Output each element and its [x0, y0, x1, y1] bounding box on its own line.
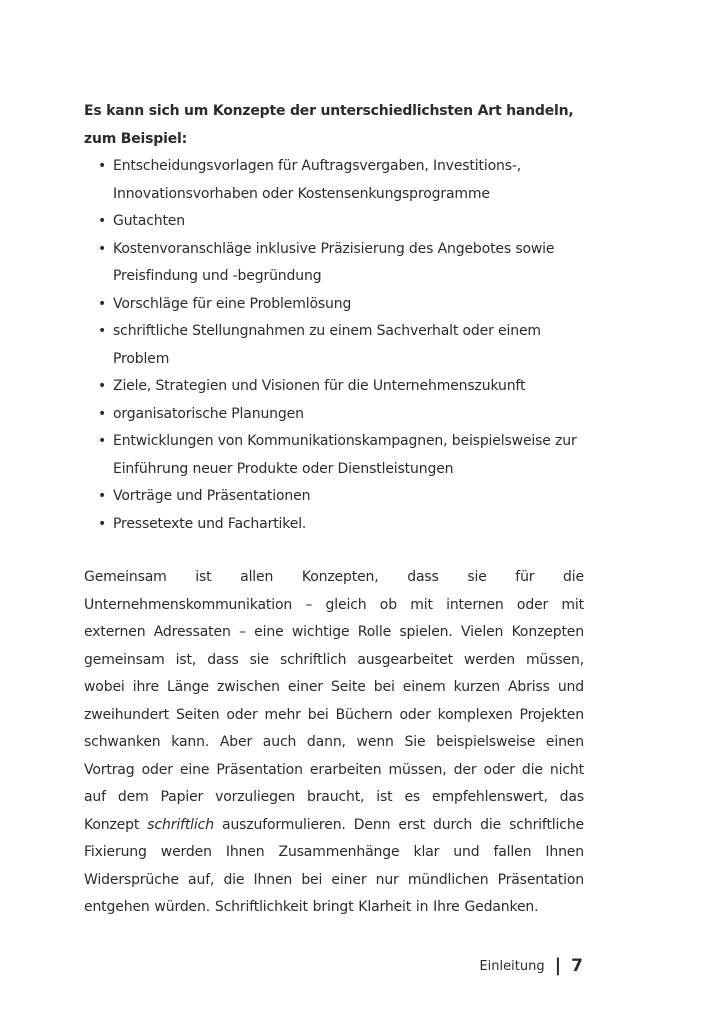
bullet-icon: •	[98, 378, 107, 394]
bullet-icon: •	[98, 295, 107, 312]
list-item-text: Vorschläge für eine Problemlösung	[113, 295, 352, 312]
list-item-text: Gutachten	[113, 213, 185, 229]
page-footer	[479, 956, 583, 976]
page-content	[84, 98, 584, 922]
paragraph-text-part2: auszuformulieren. Denn erst durch die schriftliche Fixierung werden Ihnen Zusammenhänge klar und fallen Ihnen Widersprüche auf, die Ihnen bei einer nur mündlichen Präsentation entgehen würden. Schriftlichkeit bringt Klarheit in Ihre Gedanken.	[84, 816, 585, 915]
list-item	[98, 236, 584, 291]
paragraph-text-part1: Gemeinsam ist allen Konzepten, dass sie für die Unternehmenskommunikation – gleich ob mit internen oder mit externen Adressaten – eine wichtige Rolle spielen. Vielen Konzepten gemeinsam ist, dass sie schriftlich ausgearbeitet werden müssen, wobei ihre Länge zwischen einer Seite bei einem kurzen Abriss und zweihundert Seiten oder mehr bei Büchern oder komplexen Projekten schwanken kann. Aber auch dann, wenn Sie beispielsweise einen Vortrag oder eine Präsentation erarbeiten müssen, der oder die nicht auf dem Papier vorzuliegen braucht, ist es empfehlenswert, das Konzept	[84, 569, 584, 833]
intro-text: Es kann sich um Konzepte der unterschiedlichsten Art handeln, zum Beispiel:	[84, 103, 574, 147]
list-item-text: Entwicklungen von Kommunikationskampagnen, beispielsweise zur Einführung neuer Produkte oder Dienstleistungen	[113, 433, 577, 477]
bullet-icon: •	[98, 405, 107, 422]
list-item-text: organisatorische Planungen	[113, 405, 304, 422]
bullet-icon: •	[98, 240, 107, 257]
bullet-list	[84, 153, 584, 538]
bullet-icon: •	[98, 213, 107, 229]
footer-separator: |	[554, 955, 562, 976]
list-item	[98, 373, 584, 401]
paragraph-emphasis: schriftlich	[147, 816, 214, 833]
bullet-icon: •	[98, 323, 107, 339]
list-item	[98, 401, 584, 429]
list-item	[98, 428, 584, 483]
bullet-icon: •	[98, 158, 107, 174]
list-item-text: Ziele, Strategien und Visionen für die Unternehmenszukunft	[113, 378, 526, 394]
list-item	[98, 318, 584, 373]
bullet-icon: •	[98, 433, 107, 449]
list-item-text: schriftliche Stellungnahmen zu einem Sachverhalt oder einem Problem	[113, 323, 541, 367]
chapter-title: Einleitung	[479, 958, 545, 974]
list-item	[98, 153, 584, 208]
list-item	[98, 208, 584, 236]
list-item-text: Entscheidungsvorlagen für Auftragsvergaben, Investitions-, Innovationsvorhaben oder Kostensenkungsprogramme	[113, 158, 522, 202]
bullet-icon: •	[98, 515, 107, 532]
page-number: 7	[571, 956, 583, 976]
list-item-text: Vorträge und Präsentationen	[113, 488, 311, 504]
list-item	[98, 483, 584, 511]
list-item-text: Kostenvoranschläge inklusive Präzisierung des Angebotes sowie Preisfindung und -begründung	[113, 240, 555, 284]
list-item-text: Pressetexte und Fachartikel.	[113, 515, 307, 532]
bullet-icon: •	[98, 488, 107, 504]
list-item	[98, 511, 584, 539]
body-paragraph	[84, 564, 584, 922]
list-item	[98, 291, 584, 319]
